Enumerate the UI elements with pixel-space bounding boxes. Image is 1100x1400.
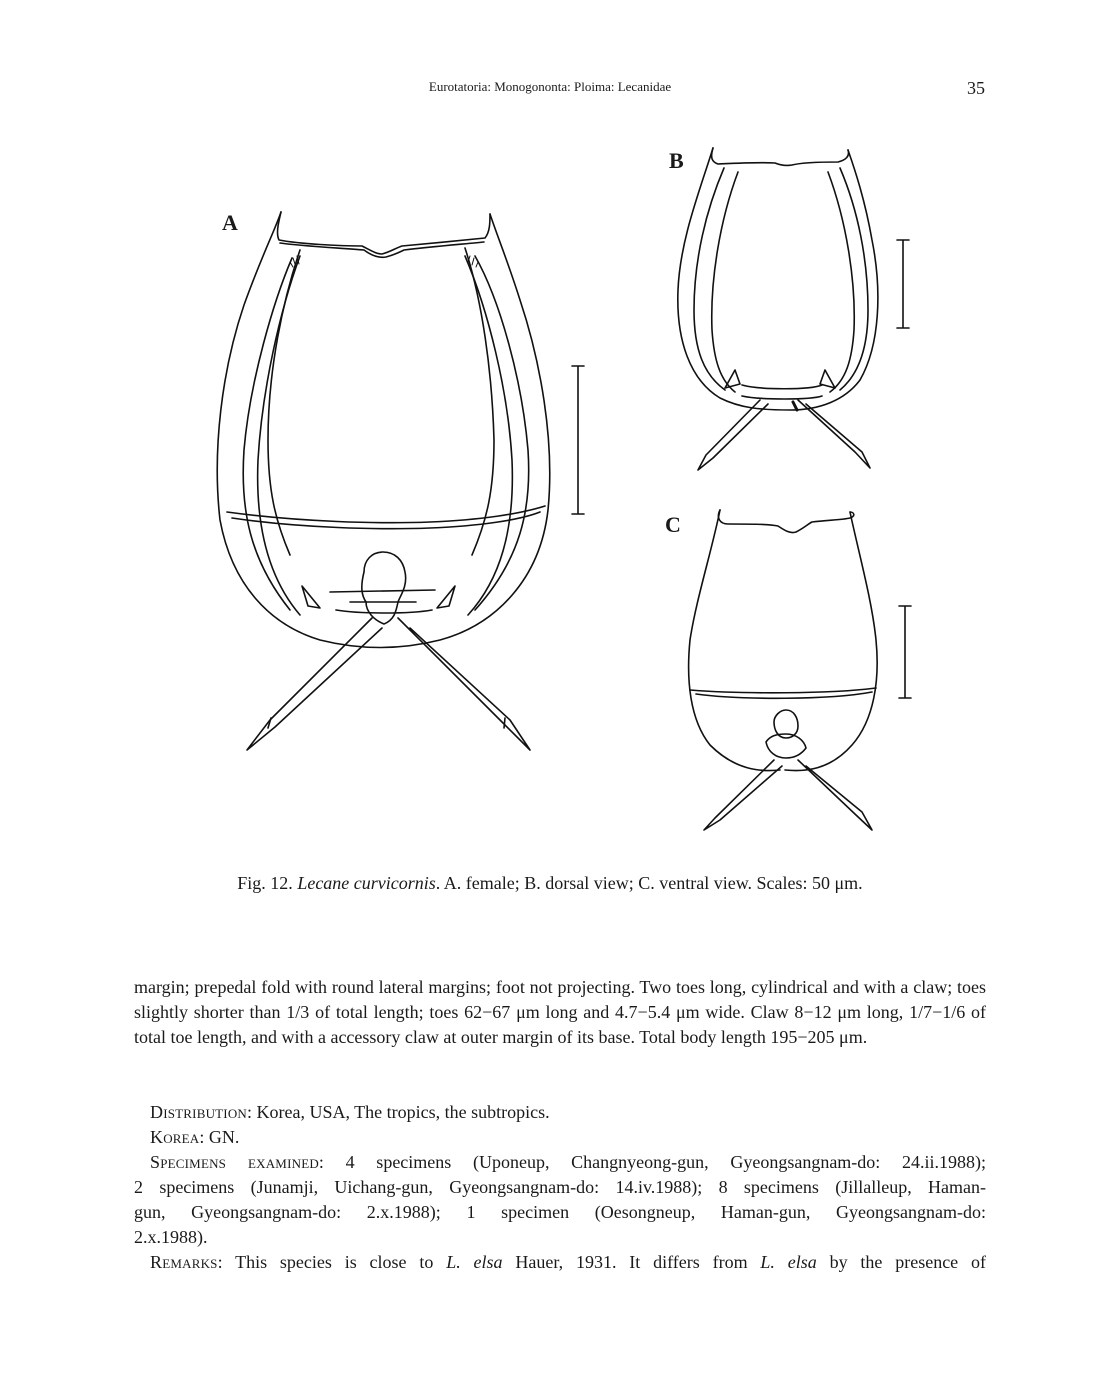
specimens-line-1 xyxy=(134,1150,986,1175)
remarks-species-1: L. elsa xyxy=(446,1252,503,1272)
ventral-view-illustration xyxy=(689,510,878,830)
section-block xyxy=(134,1100,986,1275)
running-head: Eurotatoria: Monogononta: Ploima: Lecanidae xyxy=(428,79,672,94)
scale-bar-a xyxy=(572,366,584,514)
page-number: 35 xyxy=(967,78,985,98)
distribution-line xyxy=(134,1100,986,1125)
caption-prefix: Fig. 12. xyxy=(237,873,293,893)
korea-line xyxy=(134,1125,986,1150)
specimens-line-3: gun, Gyeongsangnam-do: 2.x.1988); 1 specimen (Oesongneup, Haman-gun, Gyeongsangnam-do: xyxy=(134,1202,986,1222)
dorsal-view-illustration xyxy=(678,148,878,470)
remarks-species-2: L. elsa xyxy=(760,1252,817,1272)
remarks-text-3: by the presence of xyxy=(816,1252,986,1272)
remarks-text-2: Hauer, 1931. It differs from xyxy=(502,1252,761,1272)
specimens-line-4: 2.x.1988). xyxy=(134,1227,208,1247)
female-illustration xyxy=(217,212,549,750)
remarks-text-1: : This species is close to xyxy=(217,1252,447,1272)
figure-caption xyxy=(0,873,1100,894)
panel-label-a: A xyxy=(222,210,238,235)
caption-species: Lecane curvicornis xyxy=(297,873,436,893)
distribution-text: : Korea, USA, The tropics, the subtropics. xyxy=(247,1102,550,1122)
specimens-text-1: : 4 specimens (Uponeup, Changnyeong-gun, Gyeongsangnam-do: 24.ii.1988); xyxy=(318,1152,986,1172)
remarks-line xyxy=(134,1250,986,1275)
scale-bar-b xyxy=(897,240,909,328)
korea-label: Korea xyxy=(150,1127,200,1147)
caption-text: . A. female; B. dorsal view; C. ventral view. Scales: 50 μm. xyxy=(435,873,863,893)
panel-label-c: C xyxy=(665,512,681,537)
specimens-line-2: 2 specimens (Junamji, Uichang-gun, Gyeongsangnam-do: 14.iv.1988); 8 specimens (Jillalleup, Haman- xyxy=(134,1177,986,1197)
remarks-label: Remarks xyxy=(150,1252,218,1272)
description-paragraph: margin; prepedal fold with round lateral margins; foot not projecting. Two toes long, cylindrical and with a claw; toes slightly shorter than 1/3 of total length; toes 62−67 μm long and 4.7−5.4 μm wide. Claw 8−12 μm long, 1/7−1/6 of total toe length, and with a accessory claw at outer margin of its base. Total body length 195−205 μm. xyxy=(134,977,986,1047)
specimens-label: Specimens examined xyxy=(150,1152,319,1172)
scale-bar-c xyxy=(899,606,911,698)
panel-label-b: B xyxy=(669,148,684,173)
korea-text: : GN. xyxy=(199,1127,240,1147)
distribution-label: Distribution xyxy=(150,1102,248,1122)
